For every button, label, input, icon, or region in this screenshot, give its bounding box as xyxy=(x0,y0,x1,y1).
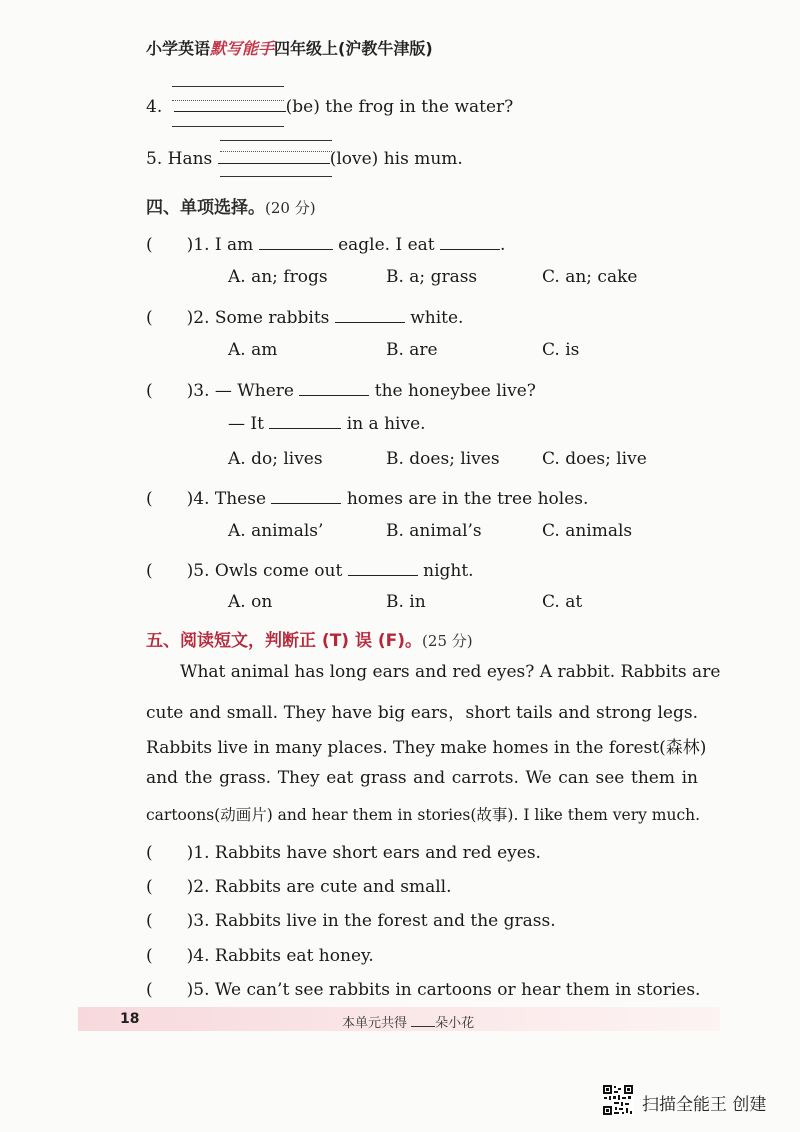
answer-blank[interactable] xyxy=(335,306,405,323)
answer-blank[interactable] xyxy=(348,559,418,576)
option-c: C. animals xyxy=(542,521,633,541)
header-prefix: 小学英语 xyxy=(146,39,211,58)
answer-bracket[interactable]: ( ) xyxy=(146,946,194,966)
writing-line xyxy=(172,86,284,87)
option-b: B. animal’s xyxy=(386,521,482,541)
option-b: B. are xyxy=(386,340,438,360)
writing-line xyxy=(172,126,284,127)
section-title-text: 四、单项选择。 xyxy=(146,198,265,218)
answer-bracket[interactable]: ( ) xyxy=(146,911,194,931)
mc-question-1 xyxy=(146,230,505,255)
mc-question-3-line-2 xyxy=(228,412,426,434)
question-stem: 5. Owls come out xyxy=(193,561,343,581)
question-stem: homes are in the tree holes. xyxy=(346,489,589,509)
writing-line xyxy=(220,176,332,177)
answer-bracket[interactable]: ( ) xyxy=(146,381,194,401)
option-a: A. animals’ xyxy=(228,521,324,541)
question-stem: in a hive. xyxy=(346,414,426,434)
question-stem: night. xyxy=(423,561,474,581)
option-b: B. does; lives xyxy=(386,449,500,469)
passage-line-5: cartoons(动画片) and hear them in stories(故事). I like them very much. xyxy=(146,806,701,824)
mc-question-5 xyxy=(146,556,474,581)
answer-blank[interactable] xyxy=(269,412,341,429)
passage-line-1: What animal has long ears and red eyes? A rabbit. Rabbits are xyxy=(180,662,721,682)
item-hint: (be) the frog in the water? xyxy=(285,97,514,117)
question-stem: white. xyxy=(410,308,464,328)
option-a: A. do; lives xyxy=(228,449,323,469)
statement-text: 1. Rabbits have short ears and red eyes. xyxy=(193,843,541,863)
statement-text: 4. Rabbits eat honey. xyxy=(193,946,374,966)
option-a: A. am xyxy=(228,340,278,360)
tf-statement-5 xyxy=(146,975,700,1000)
option-b: B. a; grass xyxy=(386,267,478,287)
passage-line-3: Rabbits live in many places. They make homes in the forest(森林) xyxy=(146,738,707,758)
tf-statement-2 xyxy=(146,872,452,897)
scanner-watermark: 扫描全能王 创建 xyxy=(642,1095,767,1115)
section-5-title xyxy=(146,626,473,651)
footer-score-text xyxy=(342,1012,474,1031)
option-c: C. is xyxy=(542,340,580,360)
flower-count-blank[interactable] xyxy=(411,1014,435,1027)
answer-blank[interactable] xyxy=(271,487,341,504)
question-stem: 3. — Where xyxy=(193,381,294,401)
item-hint: (love) his mum. xyxy=(329,149,463,169)
question-stem: — It xyxy=(228,414,264,434)
tf-statement-1 xyxy=(146,838,541,863)
passage-line-2: cute and small. They have big ears，short tails and strong legs. xyxy=(146,703,698,723)
option-a: A. an; frogs xyxy=(228,267,328,287)
question-stem: the honeybee live? xyxy=(374,381,536,401)
qr-code-icon xyxy=(602,1084,634,1116)
section-score: (25 分) xyxy=(422,632,473,650)
question-stem: 1. I am xyxy=(193,235,254,255)
section-4-title xyxy=(146,193,316,218)
question-stem: 4. These xyxy=(193,489,267,509)
dotted-guide-line xyxy=(220,151,332,152)
header-suffix: 四年级上(沪教牛津版) xyxy=(274,39,433,58)
answer-blank[interactable] xyxy=(299,379,369,396)
tf-statement-3 xyxy=(146,906,556,931)
answer-bracket[interactable]: ( ) xyxy=(146,561,194,581)
answer-bracket[interactable]: ( ) xyxy=(146,235,194,255)
book-header xyxy=(146,36,433,59)
mc-question-2 xyxy=(146,303,463,328)
item-number: 4. xyxy=(146,97,163,117)
section-title-text: 五、阅读短文，判断正 (T) 误 (F)。 xyxy=(146,631,423,651)
page-number: 18 xyxy=(120,1011,140,1027)
dotted-guide-line xyxy=(172,100,284,101)
question-stem: . xyxy=(500,235,506,255)
answer-bracket[interactable]: ( ) xyxy=(146,980,194,1000)
tf-statement-4 xyxy=(146,941,374,966)
statement-text: 3. Rabbits live in the forest and the grass. xyxy=(193,911,556,931)
item-number: 5. xyxy=(146,149,163,169)
answer-blank[interactable] xyxy=(174,96,286,112)
statement-text: 5. We can’t see rabbits in cartoons or hear them in stories. xyxy=(193,980,701,1000)
answer-bracket[interactable]: ( ) xyxy=(146,843,194,863)
question-stem: eagle. I eat xyxy=(338,235,435,255)
answer-bracket[interactable]: ( ) xyxy=(146,489,194,509)
header-brand: 默写能手 xyxy=(210,39,275,58)
option-c: C. does; live xyxy=(542,449,647,469)
passage-line-4: and the grass. They eat grass and carrots. We can see them in xyxy=(146,768,698,788)
option-c: C. at xyxy=(542,592,583,612)
answer-blank[interactable] xyxy=(440,233,500,250)
question-stem: 2. Some rabbits xyxy=(193,308,330,328)
mc-question-3 xyxy=(146,376,536,401)
item-pre: Hans xyxy=(167,149,213,169)
option-a: A. on xyxy=(228,592,273,612)
option-b: B. in xyxy=(386,592,426,612)
footer-text-before: 本单元共得 xyxy=(342,1016,408,1031)
option-c: C. an; cake xyxy=(542,267,638,287)
mc-question-4 xyxy=(146,484,588,509)
answer-bracket[interactable]: ( ) xyxy=(146,877,194,897)
footer-text-after: 朵小花 xyxy=(435,1016,475,1031)
statement-text: 2. Rabbits are cute and small. xyxy=(193,877,452,897)
answer-blank[interactable] xyxy=(259,233,333,250)
answer-bracket[interactable]: ( ) xyxy=(146,308,194,328)
writing-line xyxy=(220,140,332,141)
section-score: (20 分) xyxy=(265,199,316,217)
